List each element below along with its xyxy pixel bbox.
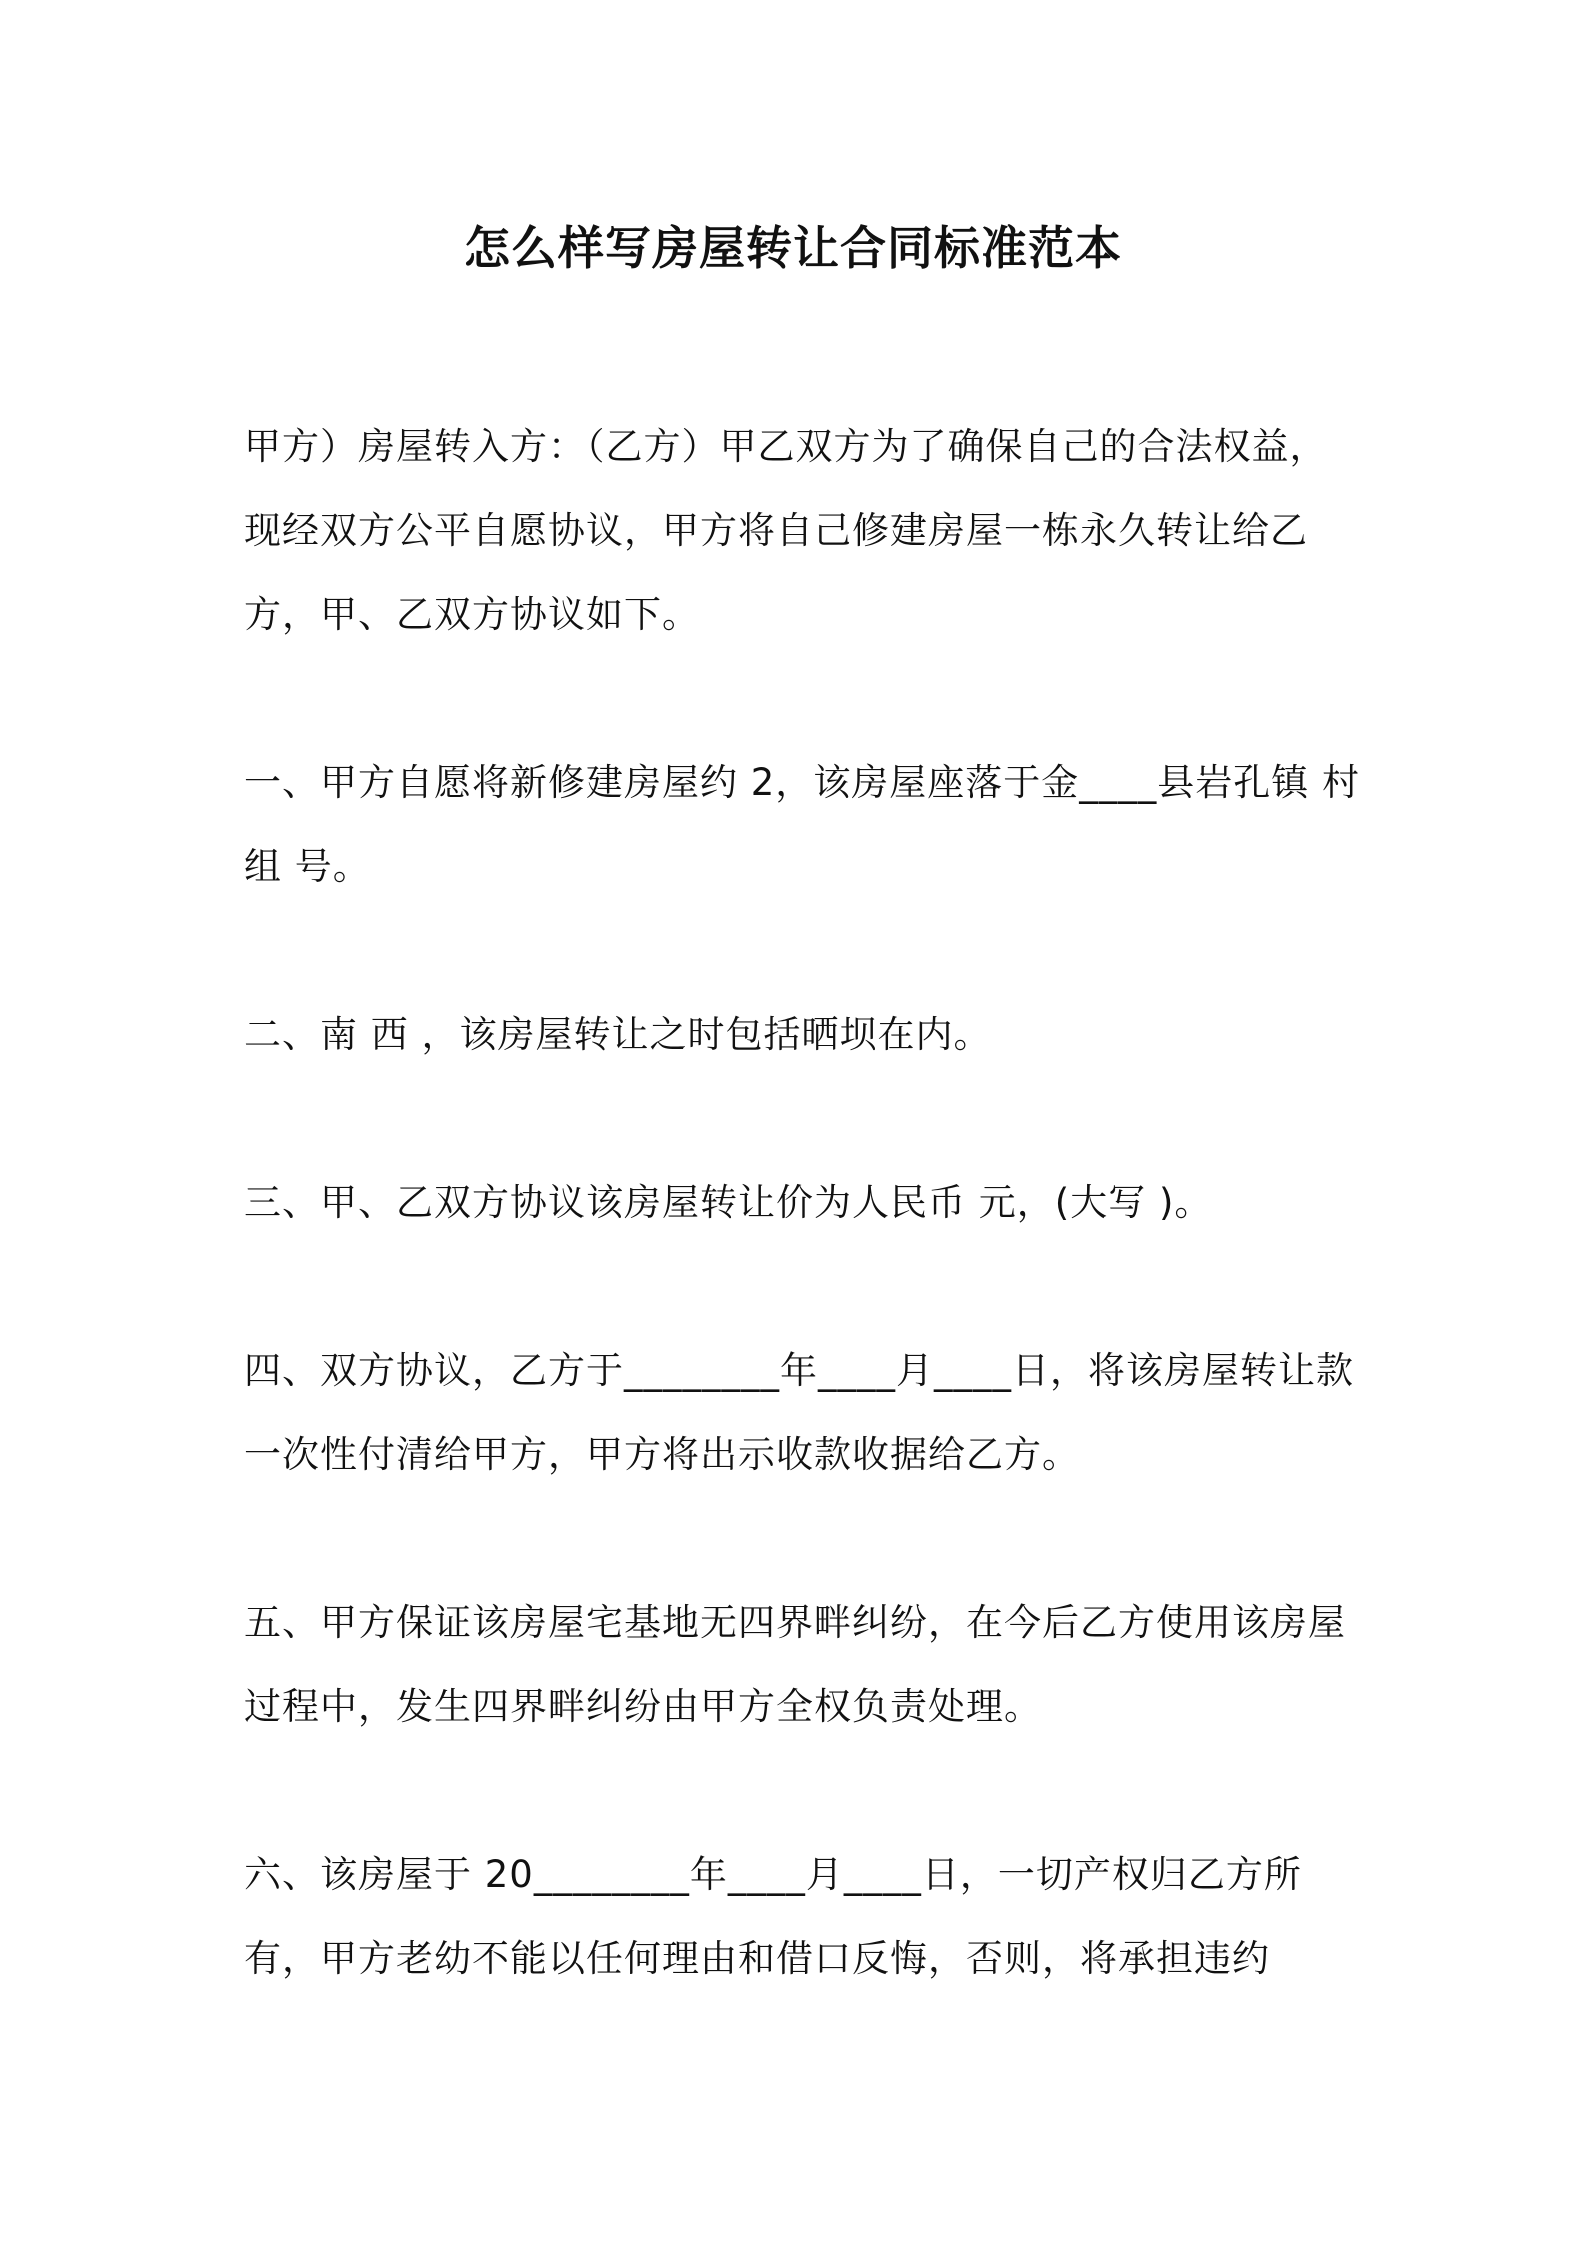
paragraph-clause-5: 五、甲方保证该房屋宅基地无四界畔纠纷，在今后乙方使用该房屋过程中，发生四界畔纠纷由甲方全权负责处理。 — [244, 1601, 1346, 1728]
paragraph-preamble: 甲方）房屋转入方：（乙方）甲乙双方为了确保自己的合法权益，现经双方公平自愿协议，甲方将自己修建房屋一栋永久转让给乙方，甲、乙双方协议如下。 — [244, 425, 1328, 636]
paragraph-clause-1: 一、甲方自愿将新修建房屋约 2，该房屋座落于金____县岩孔镇 村 组 号。 — [244, 761, 1373, 888]
document-body — [244, 405, 1373, 2001]
paragraph-clause-4: 四、双方协议，乙方于________年____月____日，将该房屋转让款一次性付清给甲方，甲方将出示收款收据给乙方。 — [244, 1349, 1354, 1476]
paragraph-clause-2: 二、南 西 ，该房屋转让之时包括晒坝在内。 — [244, 1013, 992, 1056]
paragraph-clause-6: 六、该房屋于 20________年____月____日，一切产权归乙方所有，甲方老幼不能以任何理由和借口反悔，否则，将承担违约 — [244, 1853, 1302, 1980]
document-title: 怎么样写房屋转让合同标准范本 — [464, 221, 1122, 275]
paragraph-clause-3: 三、甲、乙双方协议该房屋转让价为人民币 元，(大写 )。 — [244, 1181, 1213, 1224]
